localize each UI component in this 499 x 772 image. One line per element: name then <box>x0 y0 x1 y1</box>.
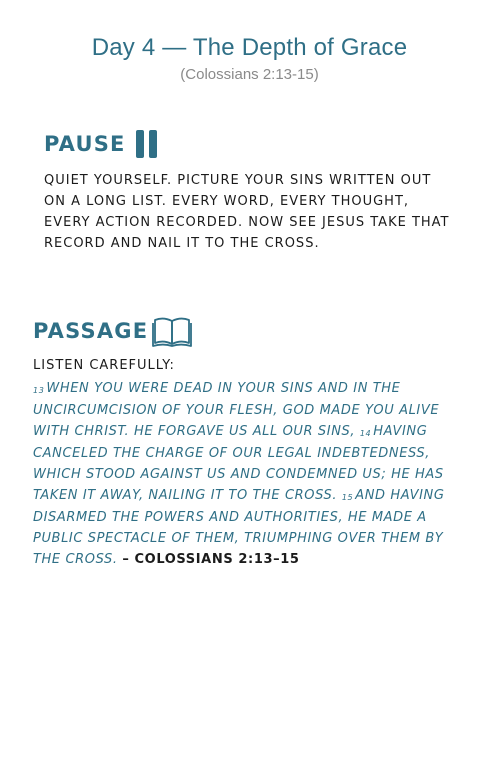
verse-text: AND HAVING DISARMED THE POWERS AND AUTHORITIES, HE MADE A PUBLIC SPECTACLE OF THEM, TRIUMPHING OVER THEM BY THE CROSS. <box>33 488 445 567</box>
passage-section-heading <box>33 315 192 347</box>
verse-text: HAVING CANCELED THE CHARGE OF OUR LEGAL INDEBTEDNESS, WHICH STOOD AGAINST US AND CONDEMNED US; HE HAS TAKEN IT AWAY, NAILING IT TO THE CROSS. <box>33 424 444 503</box>
page-title: Day 4 — The Depth of Grace <box>91 34 408 61</box>
verse-text: WHEN YOU WERE DEAD IN YOUR SINS AND IN THE UNCIRCUMCISION OF YOUR FLESH, GOD MADE YOU ALIVE WITH CHRIST. HE FORGAVE US ALL OUR SINS, <box>33 381 440 439</box>
passage-heading-label: PASSAGE <box>33 319 149 343</box>
scripture-passage <box>33 378 465 570</box>
pause-icon <box>136 130 157 158</box>
pause-text: QUIET YOURSELF. PICTURE YOUR SINS WRITTEN OUT ON A LONG LIST. EVERY WORD, EVERY THOUGHT, EVERY ACTION RECORDED. NOW SEE JESUS TAKE THAT RECORD AND NAIL IT TO THE CROSS. <box>44 173 450 251</box>
pause-section-heading <box>44 130 157 158</box>
scripture-reference: – COLOSSIANS 2:13–15 <box>122 552 300 567</box>
page-subtitle: (Colossians 2:13-15) <box>180 66 319 83</box>
verse-number: 14 <box>359 429 372 438</box>
verse-number: 13 <box>33 386 45 395</box>
verse-number: 15 <box>341 493 354 502</box>
book-icon <box>152 315 192 347</box>
listen-label: LISTEN CAREFULLY: <box>33 358 175 373</box>
pause-heading-label: PAUSE <box>44 132 126 156</box>
